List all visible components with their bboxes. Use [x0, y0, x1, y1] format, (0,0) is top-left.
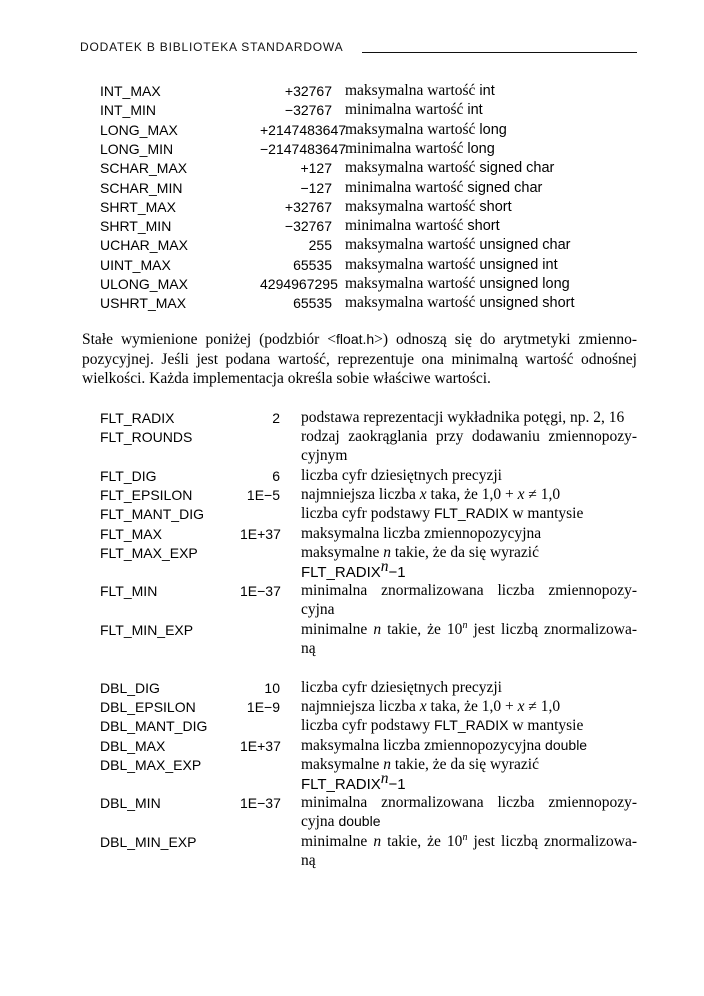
- constant-name: DBL_MAX_EXP: [100, 757, 202, 773]
- table-row: [100, 410, 640, 429]
- table-row: [100, 738, 640, 757]
- constant-value: −32767: [284, 102, 332, 119]
- constant-name: FLT_ROUNDS: [100, 429, 193, 445]
- constant-name: FLT_EPSILON: [100, 487, 193, 503]
- constant-value: 4294967295: [260, 276, 338, 292]
- constant-desc: minimalna znormalizowana liczba zmiennopozy-: [301, 794, 637, 811]
- inline-code: float.h: [336, 331, 375, 347]
- constant-desc: minimalna wartość long: [345, 139, 495, 157]
- header-title: DODATEK B BIBLIOTEKA STANDARDOWA: [80, 40, 344, 54]
- constant-desc: $FLT\_RADIX^n-1$: [301, 558, 406, 581]
- constant-desc: ną: [301, 640, 316, 657]
- table-row: [100, 718, 640, 737]
- constant-value: +32767: [284, 198, 332, 215]
- constant-name: INT_MAX: [100, 83, 161, 99]
- constant-name: UCHAR_MAX: [100, 237, 188, 254]
- constant-name: UINT_MAX: [100, 256, 171, 273]
- paragraph-line: wielkości. Każda implementacja określa sobie właściwe wartości.: [82, 370, 491, 387]
- constant-desc: cyjnym: [301, 447, 348, 464]
- constant-desc: maksymalna liczba zmiennopozycyjna double: [301, 737, 588, 754]
- constant-name: INT_MIN: [100, 102, 156, 119]
- table-row: [100, 257, 660, 276]
- constant-value: 2: [272, 410, 280, 426]
- table-row: [100, 680, 640, 699]
- constant-desc: liczba cyfr dziesiętnych precyzji: [301, 679, 502, 696]
- constant-desc: minimalna wartość short: [345, 217, 500, 235]
- constant-value: 65535: [293, 256, 332, 273]
- constant-value: −32767: [284, 218, 332, 235]
- constant-desc: liczba cyfr podstawy FLT_RADIX w mantysie: [301, 717, 584, 734]
- table-row: [100, 545, 640, 564]
- constant-value: 1E−37: [240, 583, 281, 599]
- constant-desc: $FLT\_RADIX^n-1$: [301, 770, 406, 793]
- table-row: [100, 160, 660, 179]
- constant-desc: maksymalne n takie, że da się wyrazić: [301, 544, 539, 561]
- table-row: [100, 141, 660, 160]
- constant-value: 1E−9: [246, 699, 280, 715]
- constant-desc: maksymalna wartość unsigned short: [345, 294, 575, 312]
- constant-value: 1E−5: [246, 487, 280, 503]
- constant-value: −2147483647: [260, 140, 347, 157]
- constant-value: 6: [272, 468, 280, 484]
- constant-desc: maksymalna wartość long: [345, 120, 507, 138]
- constant-desc: minimalna wartość int: [345, 101, 483, 119]
- constant-desc: maksymalna wartość signed char: [345, 159, 555, 177]
- constant-desc: najmniejsza liczba x taka, że 1,0 + x ≠ 1,0: [301, 698, 561, 715]
- paragraph-line: Stałe wymienione poniżej (podzbiór <float.h>) odnoszą się do arytmetyki zmienno-: [82, 331, 637, 348]
- constant-name: DBL_MIN_EXP: [100, 834, 197, 850]
- running-header: [80, 40, 637, 56]
- table-row: [100, 506, 640, 525]
- constant-name: FLT_MIN: [100, 583, 158, 599]
- constant-name: DBL_DIG: [100, 680, 160, 696]
- header-rule: [362, 52, 637, 53]
- paragraph-line: pozycyjnej. Jeśli jest podana wartość, reprezentuje ona minimalną wartość odnośnej: [82, 351, 637, 368]
- table-row: [100, 102, 660, 121]
- table-row: [100, 295, 660, 314]
- constant-name: LONG_MAX: [100, 121, 178, 138]
- constant-name: FLT_MIN_EXP: [100, 622, 194, 638]
- constant-name: USHRT_MAX: [100, 295, 187, 312]
- constant-desc: minimalne n takie, że 10$^n$ jest liczbą znormalizowa-: [301, 620, 638, 638]
- constant-desc: maksymalna liczba zmiennopozycyjna: [301, 525, 542, 542]
- constant-name: FLT_MAX_EXP: [100, 545, 198, 561]
- constant-desc: maksymalna wartość unsigned long: [345, 275, 570, 292]
- constant-value: +127: [300, 160, 332, 177]
- constant-value: 1E−37: [240, 795, 281, 811]
- constant-value: 1E+37: [240, 526, 281, 542]
- constant-desc: minimalna znormalizowana liczba zmiennopozy-: [301, 582, 637, 599]
- constant-value: 255: [308, 237, 332, 254]
- constant-name: FLT_RADIX: [100, 410, 175, 426]
- constant-desc: podstawa reprezentacji wykładnika potęgi, np. 2, 16: [301, 409, 625, 426]
- constant-desc: maksymalna wartość int: [345, 82, 495, 99]
- constant-name: LONG_MIN: [100, 140, 174, 157]
- constant-desc: liczba cyfr dziesiętnych precyzji: [301, 467, 502, 484]
- table-row: [100, 468, 640, 487]
- constant-value: 1E+37: [240, 738, 281, 754]
- constant-name: FLT_MANT_DIG: [100, 506, 204, 522]
- constant-name: FLT_MAX: [100, 526, 162, 542]
- table-row: [100, 757, 640, 776]
- constant-name: DBL_MAX: [100, 738, 166, 754]
- constant-desc: maksymalne n takie, że da się wyrazić: [301, 756, 539, 773]
- constant-name: SHRT_MIN: [100, 218, 172, 235]
- constant-desc: rodzaj zaokrąglania przy dodawaniu zmiennopozy-: [301, 428, 637, 445]
- constant-desc: cyjna double: [301, 813, 381, 830]
- table-row: [100, 526, 640, 545]
- constant-name: DBL_EPSILON: [100, 699, 196, 715]
- table-row: [100, 180, 660, 199]
- table-row: [100, 276, 660, 295]
- constant-value: +32767: [284, 83, 332, 99]
- table-row: [100, 122, 660, 141]
- table-row: [100, 83, 660, 102]
- table-row: [100, 699, 640, 718]
- constant-name: ULONG_MAX: [100, 276, 188, 292]
- constant-desc: maksymalna wartość unsigned int: [345, 255, 558, 273]
- table-row: [100, 237, 660, 256]
- constant-desc: liczba cyfr podstawy FLT_RADIX w mantysie: [301, 505, 584, 522]
- constant-desc: najmniejsza liczba x taka, że 1,0 + x ≠ 1,0: [301, 486, 561, 503]
- constant-name: FLT_DIG: [100, 468, 157, 484]
- constant-value: +2147483647: [260, 121, 347, 138]
- constant-name: SHRT_MAX: [100, 198, 176, 215]
- constant-desc: ną: [301, 852, 316, 869]
- table-row: [100, 487, 640, 506]
- constant-name: SCHAR_MAX: [100, 160, 188, 177]
- constant-value: 10: [264, 680, 280, 696]
- constant-value: −127: [300, 179, 332, 196]
- constant-desc: cyjna: [301, 601, 335, 618]
- constant-desc: maksymalna wartość unsigned char: [345, 236, 571, 254]
- constant-name: SCHAR_MIN: [100, 179, 183, 196]
- constant-value: 65535: [293, 295, 332, 312]
- table-row: [100, 218, 660, 237]
- constant-name: DBL_MIN: [100, 795, 161, 811]
- constant-desc: minimalne n takie, że 10$^n$ jest liczbą znormalizowa-: [301, 832, 638, 850]
- constant-name: DBL_MANT_DIG: [100, 718, 208, 734]
- constant-desc: maksymalna wartość short: [345, 197, 512, 215]
- constant-desc: minimalna wartość signed char: [345, 178, 543, 196]
- table-row: [100, 199, 660, 218]
